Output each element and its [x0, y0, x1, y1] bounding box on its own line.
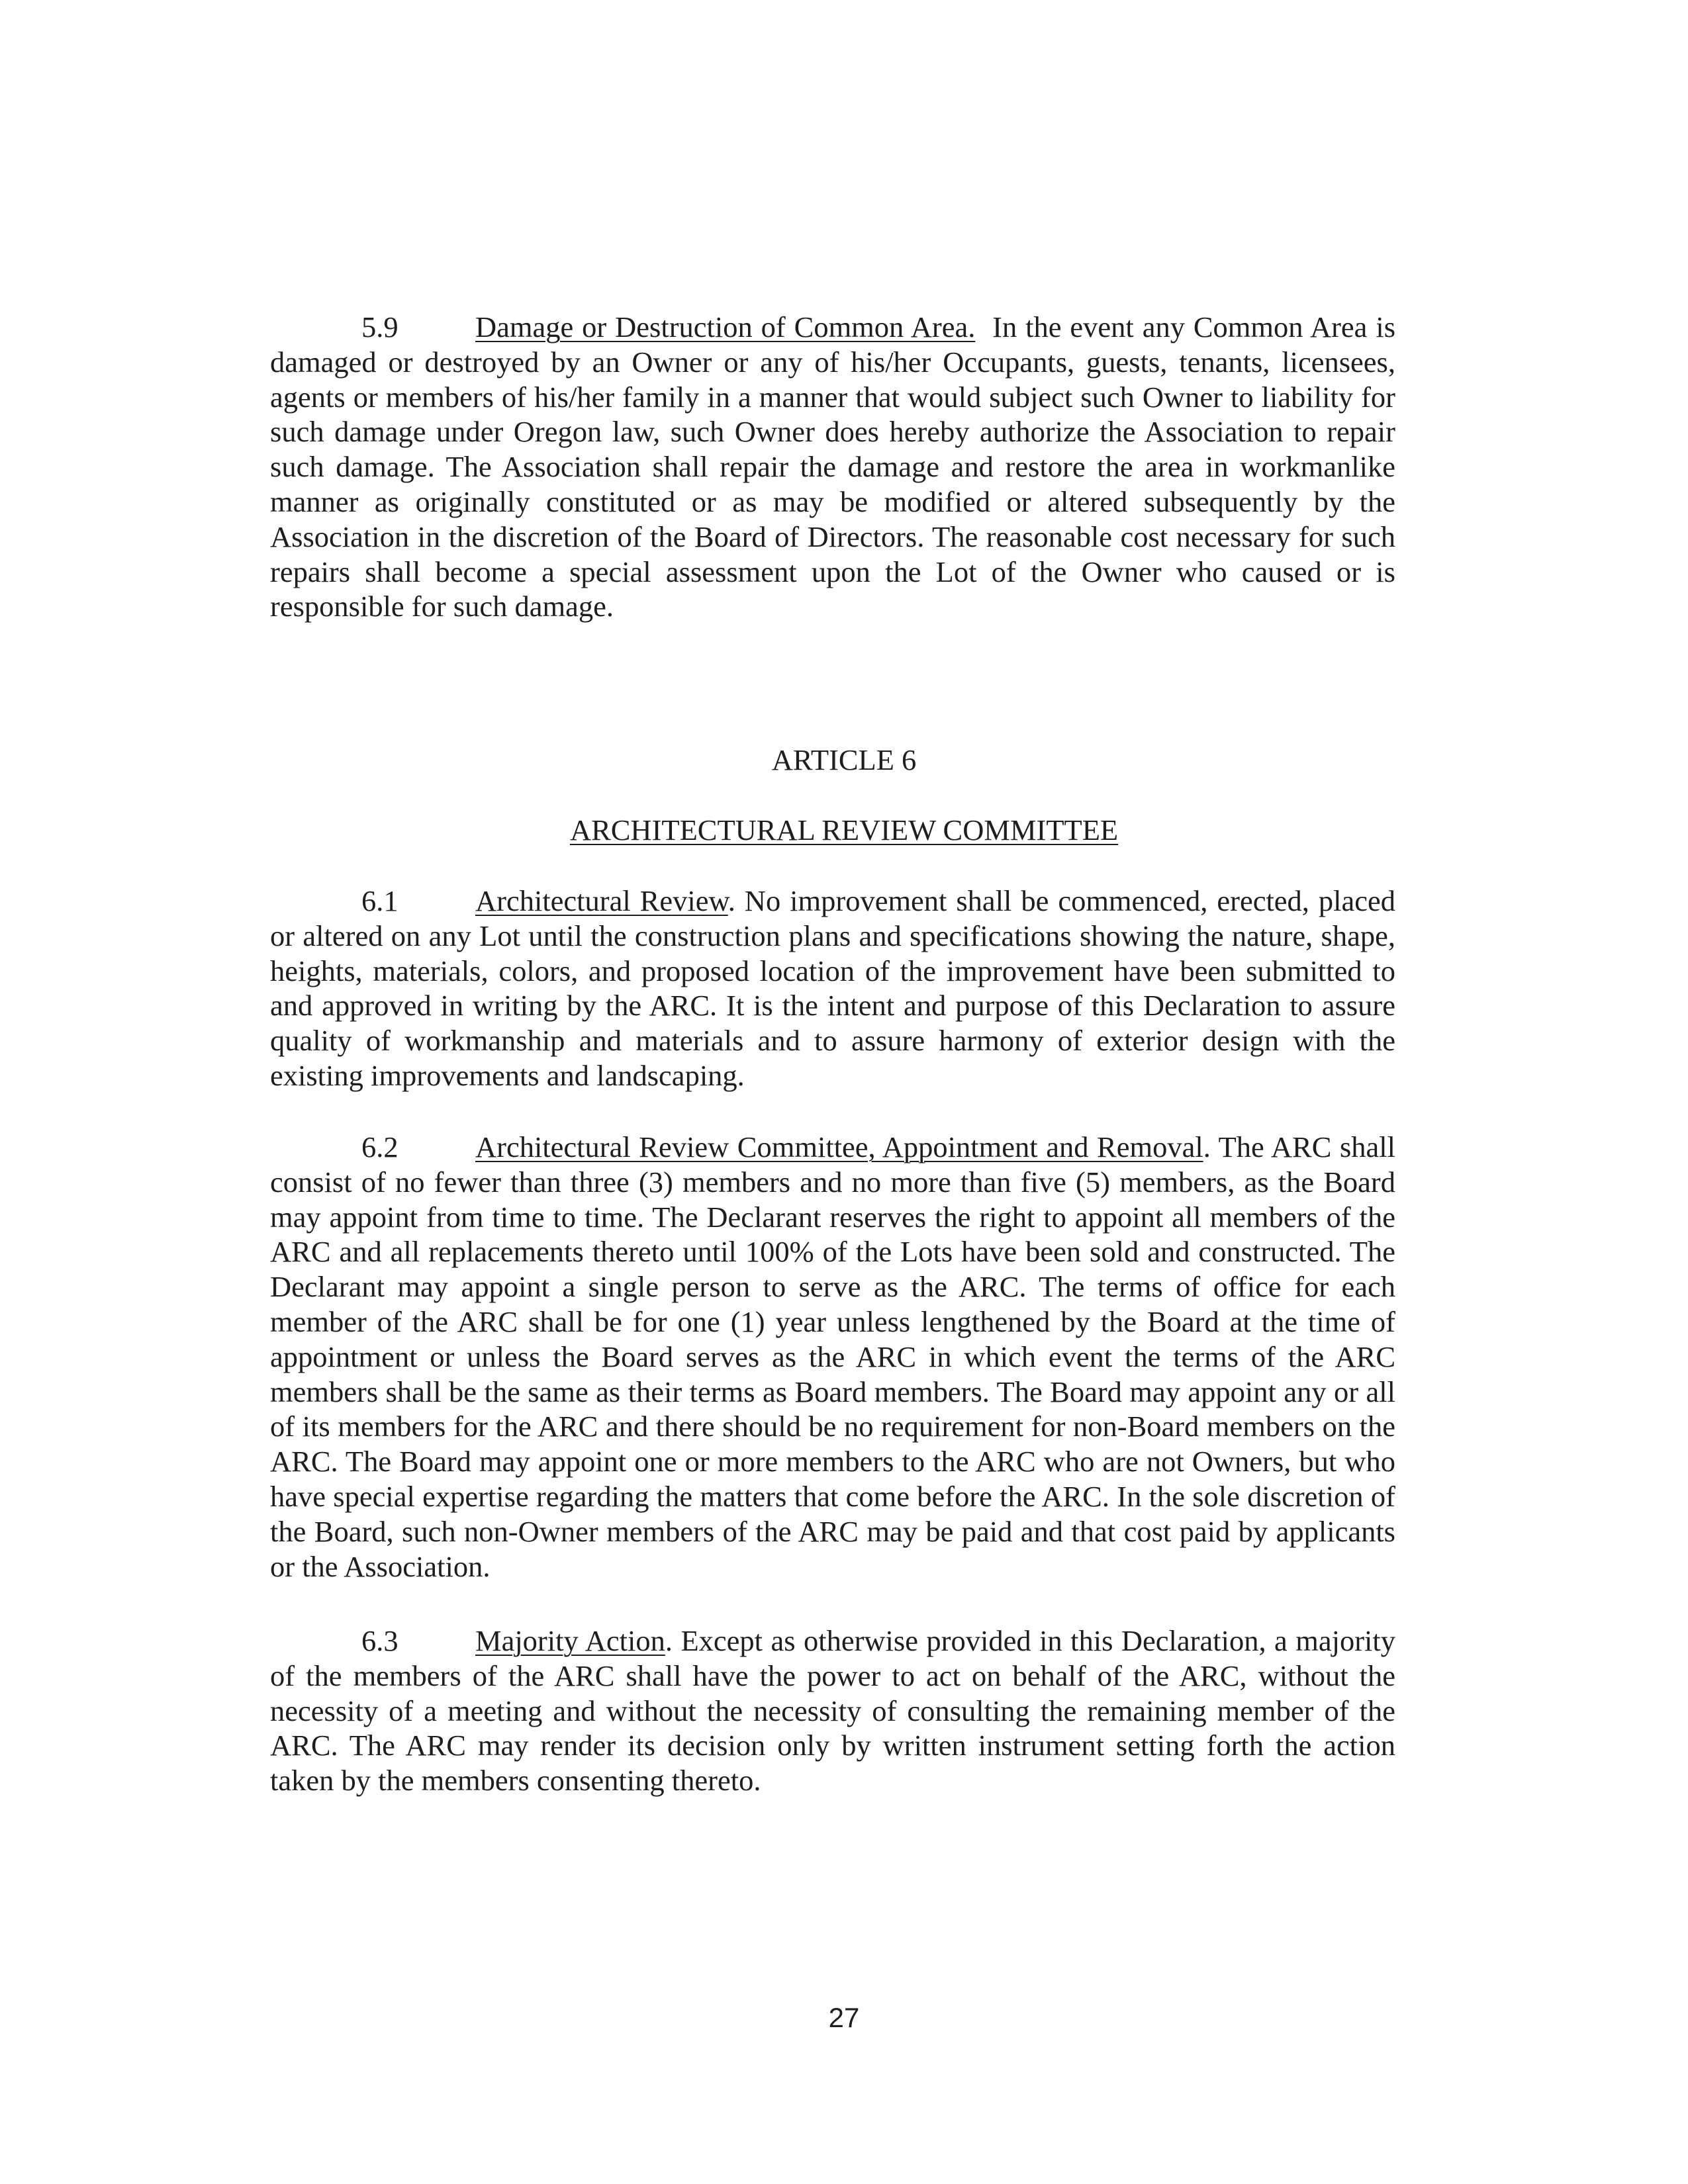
article-title [0, 813, 1688, 847]
section-number: 6.2 [361, 1130, 399, 1163]
section-6-2 [270, 1130, 1395, 1584]
section-heading: Architectural Review [475, 884, 728, 917]
article-label: ARTICLE 6 [771, 743, 917, 776]
section-5-9 [270, 310, 1395, 624]
page-number: 27 [828, 2002, 860, 2033]
section-heading: Damage or Destruction of Common Area. [475, 310, 976, 343]
section-number: 6.1 [361, 884, 399, 917]
section-heading: Majority Action [475, 1624, 665, 1657]
section-6-3 [270, 1623, 1395, 1798]
section-body: . Except as otherwise provided in this Declaration, a majority of the members of the ARC shall have the power to act on behalf of the ARC, without the necessity of a meeting and without the necessity of consulting the remaining member of the ARC. The ARC may render its decision only by written instrument setting forth the action taken by the members consenting thereto. [270, 1624, 1396, 1797]
section-number: 6.3 [361, 1624, 399, 1657]
article-title-text: ARCHITECTURAL REVIEW COMMITTEE [569, 813, 1119, 846]
section-6-1 [270, 884, 1395, 1093]
section-body: . No improvement shall be commenced, erected, placed or altered on any Lot until the construction plans and specifications showing the nature, shape, heights, materials, colors, and proposed location of the improvement have been submitted to and approved in writing by the ARC. It is the intent and purpose of this Declaration to assure quality of workmanship and materials and to assure harmony of exterior design with the existing improvements and landscaping. [270, 884, 1395, 1092]
section-body: In the event any Common Area is damaged or destroyed by an Owner or any of his/her Occupants, guests, tenants, licensees, agents or members of his/her family in a manner that would subject such Owner to liability for such damage under Oregon law, such Owner does hereby authorize the Association to repair such damage. The Association shall repair the damage and restore the area in workmanlike manner as originally constituted or as may be modified or altered subsequently by the Association in the discretion of the Board of Directors. The reasonable cost necessary for such repairs shall become a special assessment upon the Lot of the Owner who caused or is responsible for such damage. [270, 310, 1396, 623]
section-number: 5.9 [361, 310, 399, 343]
section-body: . The ARC shall consist of no fewer than three (3) members and no more than five (5) members, as the Board may appoint from time to time. The Declarant reserves the right to appoint all members of the ARC and all replacements thereto until 100% of the Lots have been sold and constructed. The Declarant may appoint a single person to serve as the ARC. The terms of office for each member of the ARC shall be for one (1) year unless lengthened by the Board at the time of appointment or unless the Board serves as the ARC in which event the terms of the ARC members shall be the same as their terms as Board members. The Board may appoint any or all of its members for the ARC and there should be no requirement for non-Board members on the ARC. The Board may appoint one or more members to the ARC who are not Owners, but who have special expertise regarding the matters that come before the ARC. In the sole discretion of the Board, such non-Owner members of the ARC may be paid and that cost paid by applicants or the Association. [270, 1130, 1395, 1583]
section-heading: Architectural Review Committee, Appointment and Removal [475, 1130, 1203, 1163]
